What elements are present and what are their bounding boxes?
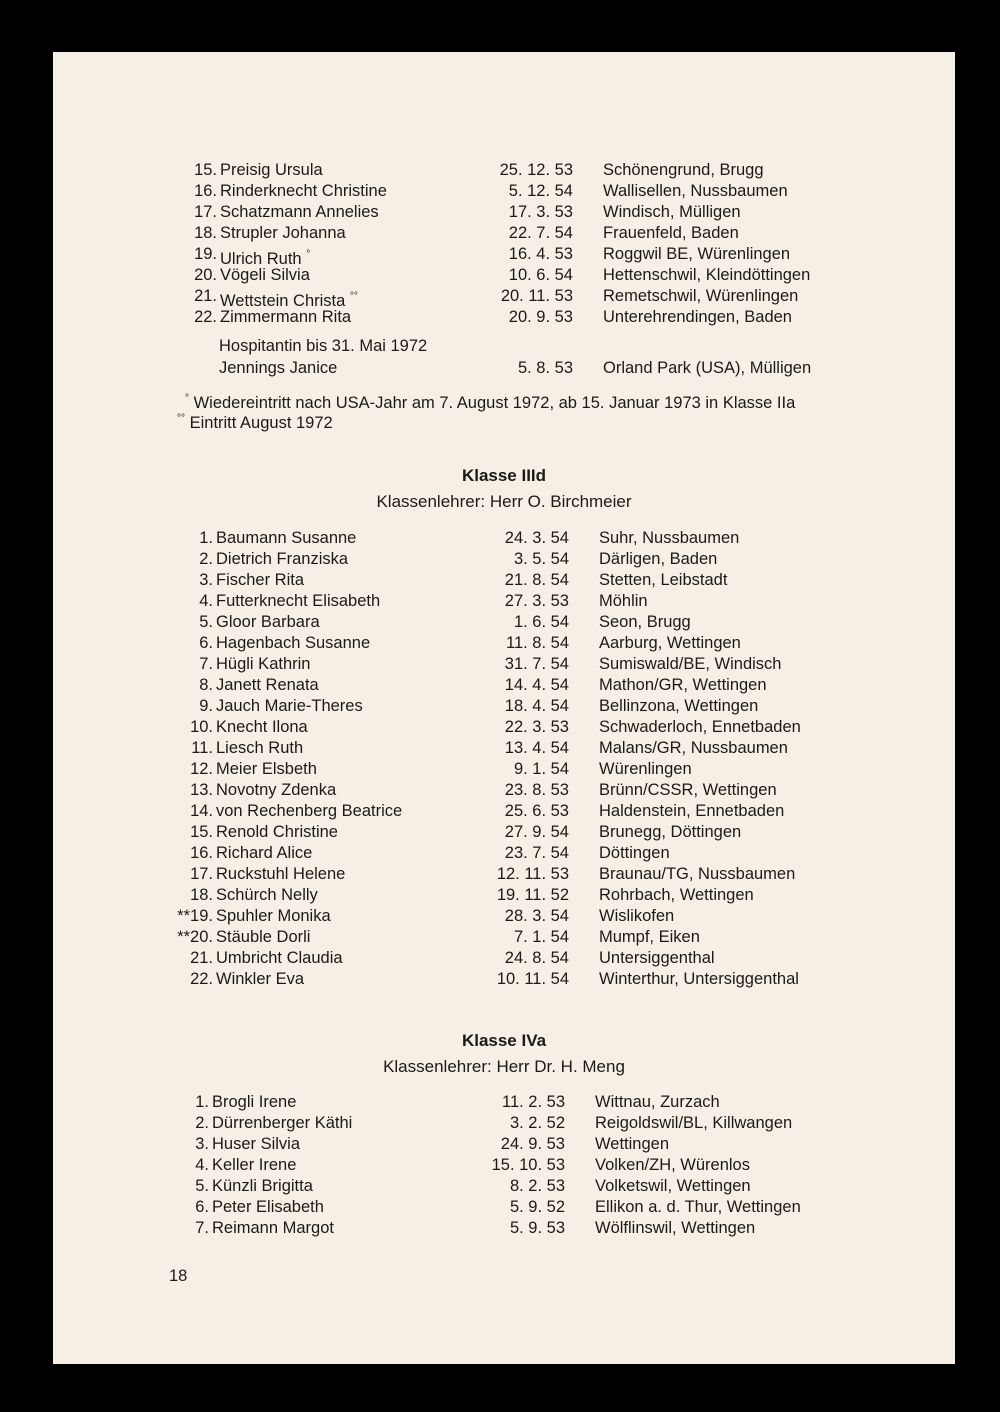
guest-label: Hospitantin bis 31. Mai 1972 — [219, 337, 428, 355]
student-name-text: Hügli Kathrin — [216, 655, 311, 673]
birth-date: 24. 8. 54 — [504, 949, 569, 967]
birth-date: 18. 4. 54 — [504, 697, 569, 715]
table-row — [53, 780, 955, 801]
row-number: 1. — [199, 529, 213, 547]
birth-date: 3. 5. 54 — [513, 550, 569, 568]
row-number: 15. — [190, 823, 213, 841]
birth-date: 10. 11. 54 — [496, 970, 569, 988]
student-name-text: Wettstein Christa — [220, 292, 346, 310]
table-row — [53, 885, 955, 906]
hometown: Ellikon a. d. Thur, Wettingen — [595, 1198, 801, 1216]
hometown: Haldenstein, Ennetbaden — [599, 802, 785, 820]
birth-date: 5. 9. 53 — [509, 1219, 565, 1237]
student-name-text: Dietrich Franziska — [216, 550, 349, 568]
birth-date: 27. 3. 53 — [504, 592, 569, 610]
student-name — [212, 1134, 300, 1155]
student-name-text: Reimann Margot — [212, 1219, 334, 1237]
hometown: Wölflinswil, Wettingen — [595, 1219, 756, 1237]
student-name — [212, 1155, 296, 1176]
student-name — [220, 307, 351, 328]
hometown: Därligen, Baden — [599, 550, 718, 568]
student-name — [216, 591, 380, 612]
hometown: Stetten, Leibstadt — [599, 571, 728, 589]
hometown: Untersiggenthal — [599, 949, 715, 967]
row-number: 20. — [194, 266, 217, 284]
student-name-text: Meier Elsbeth — [216, 760, 317, 778]
row-number: 7. — [199, 655, 213, 673]
hometown: Wallisellen, Nussbaumen — [603, 182, 788, 200]
hometown: Würenlingen — [599, 760, 692, 778]
table-row — [53, 1092, 955, 1113]
student-name-text: Brogli Irene — [212, 1093, 297, 1111]
birth-date: 27. 9. 54 — [504, 823, 569, 841]
hometown: Malans/GR, Nussbaumen — [599, 739, 788, 757]
student-name — [216, 927, 310, 948]
birth-date: 12. 11. 53 — [496, 865, 569, 883]
birth-date: 10. 6. 54 — [508, 266, 573, 284]
student-name — [212, 1197, 324, 1218]
table-row — [53, 1176, 955, 1197]
table-row — [53, 223, 955, 244]
student-name: Jennings Janice — [219, 359, 338, 377]
row-number: 10. — [190, 718, 213, 736]
guest-row — [53, 358, 955, 379]
birth-date: 28. 3. 54 — [504, 907, 569, 925]
table-row — [53, 1134, 955, 1155]
table-row — [53, 612, 955, 633]
hometown: Möhlin — [599, 592, 648, 610]
student-name-text: Winkler Eva — [216, 970, 305, 988]
row-number: 22. — [190, 970, 213, 988]
student-name-text: Janett Renata — [216, 676, 319, 694]
row-number: 21. — [190, 949, 213, 967]
birth-date: 21. 8. 54 — [504, 571, 569, 589]
student-name — [216, 801, 402, 822]
hometown: Wislikofen — [599, 907, 675, 925]
student-name-text: Umbricht Claudia — [216, 949, 343, 967]
hometown: Aarburg, Wettingen — [599, 634, 741, 652]
student-name-text: Renold Christine — [216, 823, 338, 841]
birth-date: 24. 3. 54 — [504, 529, 569, 547]
class-teacher: Klassenlehrer: Herr O. Birchmeier — [376, 492, 632, 511]
hometown: Unterehrendingen, Baden — [603, 308, 792, 326]
student-name — [216, 675, 319, 696]
birth-date: 31. 7. 54 — [504, 655, 569, 673]
student-name-text: Schatzmann Annelies — [220, 203, 379, 221]
student-name — [212, 1218, 334, 1239]
birth-date: 20. 11. 53 — [500, 287, 573, 305]
hometown: Schwaderloch, Ennetbaden — [599, 718, 801, 736]
birth-date: 1. 6. 54 — [513, 613, 569, 631]
row-number: 19. — [194, 245, 217, 263]
row-number: 2. — [195, 1114, 209, 1132]
row-number: **20. — [177, 928, 213, 946]
table-row — [53, 759, 955, 780]
hometown: Wettingen — [595, 1135, 669, 1153]
student-name — [220, 181, 387, 202]
table-row — [53, 160, 955, 181]
student-name — [216, 906, 331, 927]
hometown: Winterthur, Untersiggenthal — [599, 970, 799, 988]
hometown: Mumpf, Eiken — [599, 928, 700, 946]
student-name — [216, 864, 345, 885]
student-name — [216, 885, 318, 906]
row-number: 4. — [199, 592, 213, 610]
row-number: 1. — [195, 1093, 209, 1111]
student-name-text: Spuhler Monika — [216, 907, 331, 925]
hometown: Schönengrund, Brugg — [603, 161, 764, 179]
table-row — [53, 570, 955, 591]
student-name-text: Dürrenberger Käthi — [212, 1114, 353, 1132]
birth-date: 24. 9. 53 — [500, 1135, 565, 1153]
student-name-text: Preisig Ursula — [220, 161, 323, 179]
student-name — [212, 1113, 352, 1134]
student-name — [216, 612, 320, 633]
row-number: 3. — [199, 571, 213, 589]
hometown: Reigoldswil/BL, Killwangen — [595, 1114, 793, 1132]
birth-date: 13. 4. 54 — [504, 739, 569, 757]
student-name-text: Knecht Ilona — [216, 718, 308, 736]
student-name — [220, 202, 379, 223]
student-name-text: Peter Elisabeth — [212, 1198, 324, 1216]
class-list-iva — [53, 1092, 955, 1239]
table-row — [53, 654, 955, 675]
student-name-text: Gloor Barbara — [216, 613, 320, 631]
hometown: Volken/ZH, Würenlos — [595, 1156, 750, 1174]
hometown: Orland Park (USA), Mülligen — [603, 359, 812, 377]
table-row — [53, 1218, 955, 1239]
row-number: 16. — [194, 182, 217, 200]
student-name-text: Fischer Rita — [216, 571, 305, 589]
table-row — [53, 549, 955, 570]
student-name-text: Richard Alice — [216, 844, 313, 862]
hometown: Mathon/GR, Wettingen — [599, 676, 767, 694]
table-row — [53, 738, 955, 759]
birth-date: 3. 2. 52 — [509, 1114, 565, 1132]
student-name — [216, 948, 343, 969]
birth-date: 5. 9. 52 — [509, 1198, 565, 1216]
student-name-text: Zimmermann Rita — [220, 308, 352, 326]
row-number: 11. — [191, 739, 213, 757]
student-name — [216, 549, 348, 570]
student-name-text: Liesch Ruth — [216, 739, 304, 757]
hometown: Wittnau, Zurzach — [595, 1093, 720, 1111]
student-name — [212, 1092, 296, 1113]
row-number: 5. — [199, 613, 213, 631]
student-name-text: von Rechenberg Beatrice — [216, 802, 403, 820]
footnote-marker: °° — [349, 291, 358, 302]
student-name — [216, 969, 304, 990]
student-name — [216, 738, 303, 759]
table-row — [53, 1113, 955, 1134]
birth-date: 14. 4. 54 — [504, 676, 569, 694]
table-row — [53, 843, 955, 864]
table-row — [53, 286, 955, 310]
hometown: Volketswil, Wettingen — [595, 1177, 751, 1195]
row-number: 22. — [194, 308, 217, 326]
table-row — [53, 801, 955, 822]
student-name — [216, 822, 338, 843]
row-number: 14. — [190, 802, 213, 820]
table-row — [53, 864, 955, 885]
hometown: Roggwil BE, Würenlingen — [603, 245, 791, 263]
hometown: Brunegg, Döttingen — [599, 823, 742, 841]
student-name — [220, 223, 346, 244]
row-number: 8. — [199, 676, 213, 694]
row-number: 4. — [195, 1156, 209, 1174]
row-number: 6. — [195, 1198, 209, 1216]
footnote-marker: ° — [185, 393, 189, 404]
student-name — [216, 780, 336, 801]
row-number: 17. — [194, 203, 217, 221]
table-row — [53, 528, 955, 549]
student-name — [216, 696, 363, 717]
birth-date: 16. 4. 53 — [508, 245, 573, 263]
row-number: 18. — [194, 224, 217, 242]
birth-date: 25. 12. 53 — [499, 161, 573, 179]
footnote-text: Eintritt August 1972 — [189, 414, 333, 432]
table-row — [53, 822, 955, 843]
student-name — [216, 717, 308, 738]
student-name — [220, 265, 310, 286]
row-number: 2. — [199, 550, 213, 568]
class-list-iiid — [53, 528, 955, 990]
hometown: Rohrbach, Wettingen — [599, 886, 754, 904]
birth-date: 8. 2. 53 — [509, 1177, 565, 1195]
table-row — [53, 969, 955, 990]
hometown: Windisch, Mülligen — [603, 203, 741, 221]
hometown: Frauenfeld, Baden — [603, 224, 739, 242]
row-number: 17. — [190, 865, 213, 883]
birth-date: 11. 2. 53 — [502, 1093, 565, 1111]
student-name-text: Keller Irene — [212, 1156, 297, 1174]
birth-date: 5. 12. 54 — [508, 182, 573, 200]
table-row — [53, 633, 955, 654]
student-name — [216, 528, 356, 549]
class-title: Klasse IVa — [461, 1031, 547, 1050]
table-row — [53, 202, 955, 223]
student-name — [216, 759, 317, 780]
table-row — [53, 1155, 955, 1176]
table-row — [53, 948, 955, 969]
row-number: 21. — [194, 287, 217, 305]
footnote-2 — [177, 408, 333, 434]
hometown: Hettenschwil, Kleindöttingen — [603, 266, 811, 284]
class-list-continued — [53, 160, 955, 328]
footnote-marker: ° — [306, 249, 311, 260]
student-name — [216, 843, 312, 864]
row-number: 5. — [195, 1177, 209, 1195]
birth-date: 23. 8. 53 — [504, 781, 569, 799]
student-name — [216, 654, 310, 675]
hometown: Remetschwil, Würenlingen — [603, 287, 799, 305]
student-name-text: Strupler Johanna — [220, 224, 346, 242]
birth-date: 22. 7. 54 — [508, 224, 573, 242]
row-number: 9. — [199, 697, 213, 715]
birth-date: 9. 1. 54 — [513, 760, 569, 778]
student-name — [212, 1176, 313, 1197]
class-title: Klasse IIId — [461, 466, 547, 485]
birth-date: 7. 1. 54 — [513, 928, 569, 946]
table-row — [53, 1197, 955, 1218]
class-teacher: Klassenlehrer: Herr Dr. H. Meng — [383, 1057, 625, 1076]
student-name-text: Ulrich Ruth — [220, 250, 302, 268]
hometown: Braunau/TG, Nussbaumen — [599, 865, 796, 883]
student-name — [216, 633, 370, 654]
birth-date: 15. 10. 53 — [491, 1156, 565, 1174]
birth-date: 23. 7. 54 — [504, 844, 569, 862]
table-row — [53, 307, 955, 328]
student-name-text: Künzli Brigitta — [212, 1177, 313, 1195]
student-name — [220, 160, 323, 181]
footnote-marker: °° — [177, 413, 185, 424]
birth-date: 17. 3. 53 — [508, 203, 573, 221]
birth-date: 5. 8. 53 — [517, 359, 573, 377]
student-name — [216, 570, 304, 591]
student-name-text: Vögeli Silvia — [220, 266, 310, 284]
birth-date: 19. 11. 52 — [496, 886, 569, 904]
row-number: 13. — [190, 781, 213, 799]
row-number: 15. — [194, 161, 217, 179]
table-row — [53, 265, 955, 286]
student-name-text: Jauch Marie-Theres — [216, 697, 363, 715]
table-row — [53, 927, 955, 948]
student-name-text: Stäuble Dorli — [216, 928, 311, 946]
row-number: 12. — [190, 760, 213, 778]
student-name-text: Baumann Susanne — [216, 529, 357, 547]
student-name-text: Huser Silvia — [212, 1135, 301, 1153]
student-name-text: Ruckstuhl Helene — [216, 865, 346, 883]
row-number: 16. — [190, 844, 213, 862]
row-number: 6. — [199, 634, 213, 652]
page-number: 18 — [169, 1267, 188, 1285]
row-number: 3. — [195, 1135, 209, 1153]
birth-date: 25. 6. 53 — [504, 802, 569, 820]
hometown: Seon, Brugg — [599, 613, 691, 631]
table-row — [53, 717, 955, 738]
table-row — [53, 591, 955, 612]
table-row — [53, 244, 955, 268]
student-name-text: Hagenbach Susanne — [216, 634, 371, 652]
hometown: Suhr, Nussbaumen — [599, 529, 740, 547]
document-page — [53, 52, 955, 1364]
hometown: Bellinzona, Wettingen — [599, 697, 759, 715]
table-row — [53, 696, 955, 717]
hometown: Brünn/CSSR, Wettingen — [599, 781, 777, 799]
birth-date: 11. 8. 54 — [506, 634, 569, 652]
student-name-text: Futterknecht Elisabeth — [216, 592, 381, 610]
footnote-text: Wiedereintritt nach USA-Jahr am 7. August 1972, ab 15. Januar 1973 in Klasse IIa — [193, 394, 796, 412]
row-number: 7. — [195, 1219, 209, 1237]
table-row — [53, 675, 955, 696]
hometown: Sumiswald/BE, Windisch — [599, 655, 782, 673]
row-number: 18. — [190, 886, 213, 904]
hometown: Döttingen — [599, 844, 670, 862]
student-name-text: Schürch Nelly — [216, 886, 318, 904]
birth-date: 20. 9. 53 — [508, 308, 573, 326]
table-row — [53, 906, 955, 927]
birth-date: 22. 3. 53 — [504, 718, 569, 736]
student-name-text: Novotny Zdenka — [216, 781, 337, 799]
row-number: **19. — [177, 907, 213, 925]
student-name-text: Rinderknecht Christine — [220, 182, 387, 200]
table-row — [53, 181, 955, 202]
